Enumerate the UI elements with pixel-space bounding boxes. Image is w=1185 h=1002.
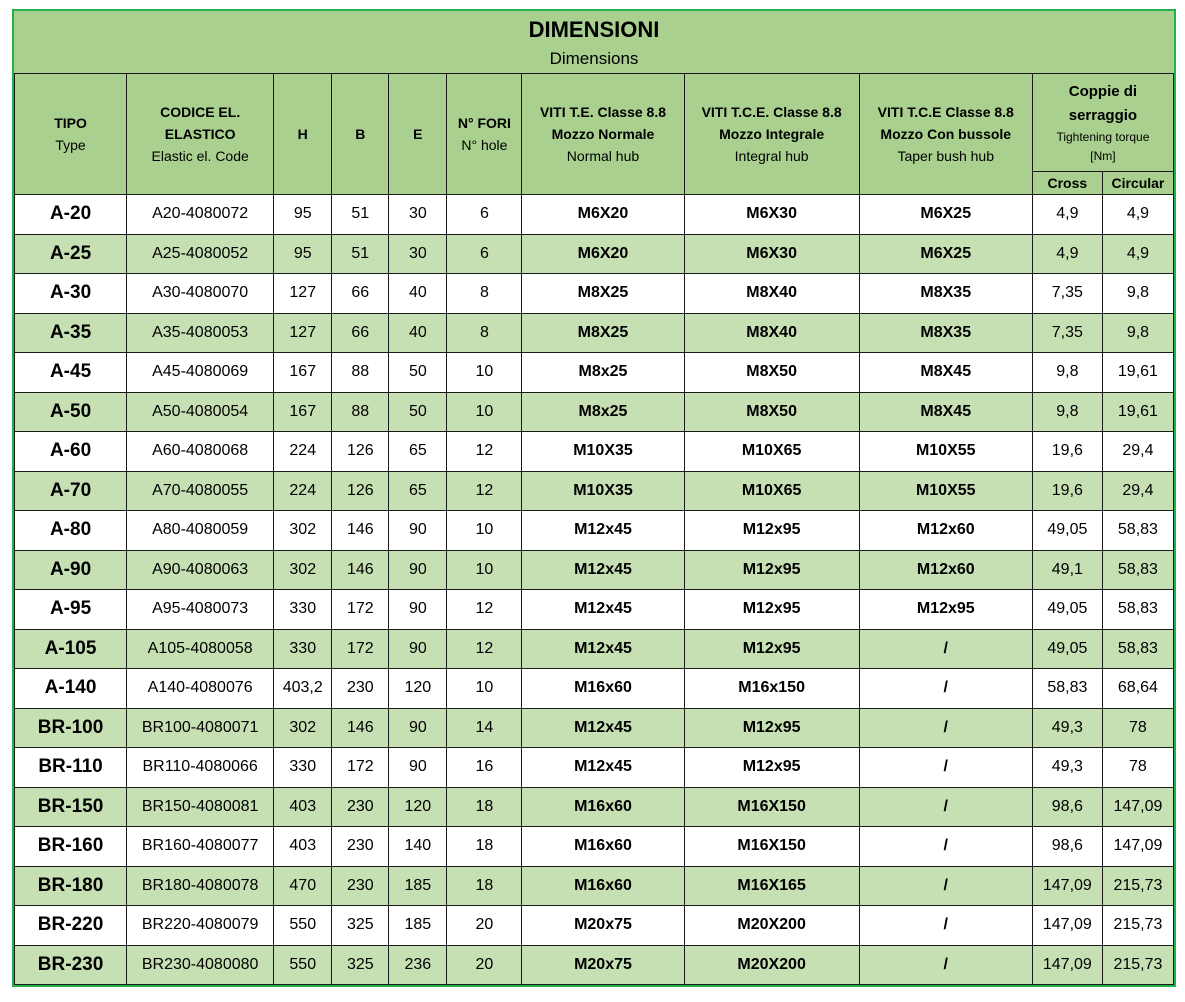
cell-torque-cross: 147,09 — [1032, 906, 1102, 946]
cell-e: 90 — [389, 748, 447, 788]
cell-torque-circular: 19,61 — [1102, 353, 1173, 393]
cell-torque-circular: 58,83 — [1102, 511, 1173, 551]
cell-torque-cross: 98,6 — [1032, 827, 1102, 867]
cell-torque-circular: 9,8 — [1102, 313, 1173, 353]
cell-fori: 8 — [447, 313, 522, 353]
cell-h: 550 — [274, 906, 332, 946]
cell-viti-normal: M8x25 — [522, 353, 684, 393]
cell-viti-integral: M16x150 — [684, 669, 859, 709]
cell-viti-integral: M12x95 — [684, 708, 859, 748]
cell-fori: 12 — [447, 590, 522, 630]
cell-torque-cross: 147,09 — [1032, 945, 1102, 985]
cell-viti-integral: M10X65 — [684, 471, 859, 511]
cell-torque-circular: 215,73 — [1102, 945, 1173, 985]
cell-viti-integral: M12x95 — [684, 590, 859, 630]
cell-fori: 10 — [447, 353, 522, 393]
cell-b: 230 — [332, 787, 389, 827]
cell-tipo: BR-110 — [15, 748, 127, 788]
cell-fori: 18 — [447, 787, 522, 827]
cell-tipo: A-25 — [15, 234, 127, 274]
cell-tipo: BR-150 — [15, 787, 127, 827]
cell-e: 140 — [389, 827, 447, 867]
cell-tipo: A-60 — [15, 432, 127, 472]
cell-tipo: A-80 — [15, 511, 127, 551]
cell-torque-cross: 9,8 — [1032, 353, 1102, 393]
cell-viti-integral: M12x95 — [684, 511, 859, 551]
table-row — [15, 827, 1174, 867]
cell-b: 230 — [332, 866, 389, 906]
cell-torque-cross: 49,05 — [1032, 511, 1102, 551]
header-fori: N° FORI N° hole — [447, 74, 522, 195]
table-row — [15, 353, 1174, 393]
cell-b: 88 — [332, 392, 389, 432]
cell-h: 330 — [274, 748, 332, 788]
cell-h: 403 — [274, 787, 332, 827]
table-row — [15, 313, 1174, 353]
cell-codice: A35-4080053 — [127, 313, 274, 353]
cell-e: 65 — [389, 432, 447, 472]
cell-torque-circular: 147,09 — [1102, 787, 1173, 827]
cell-h: 330 — [274, 590, 332, 630]
cell-codice: BR100-4080071 — [127, 708, 274, 748]
cell-viti-normal: M16x60 — [522, 866, 684, 906]
cell-torque-circular: 68,64 — [1102, 669, 1173, 709]
cell-viti-normal: M12x45 — [522, 708, 684, 748]
cell-tipo: BR-230 — [15, 945, 127, 985]
cell-viti-normal: M8X25 — [522, 313, 684, 353]
cell-b: 230 — [332, 827, 389, 867]
cell-e: 90 — [389, 629, 447, 669]
cell-viti-integral: M12x95 — [684, 629, 859, 669]
cell-tipo: A-50 — [15, 392, 127, 432]
table-row — [15, 195, 1174, 235]
cell-torque-cross: 49,3 — [1032, 708, 1102, 748]
table-row — [15, 708, 1174, 748]
cell-viti-integral: M8X50 — [684, 353, 859, 393]
header-cross: Cross — [1032, 172, 1102, 195]
cell-viti-integral: M8X50 — [684, 392, 859, 432]
cell-viti-taper: / — [859, 945, 1032, 985]
cell-viti-taper: M10X55 — [859, 432, 1032, 472]
cell-h: 127 — [274, 274, 332, 314]
cell-fori: 10 — [447, 669, 522, 709]
cell-e: 185 — [389, 866, 447, 906]
cell-viti-taper: / — [859, 629, 1032, 669]
cell-e: 90 — [389, 708, 447, 748]
cell-b: 126 — [332, 432, 389, 472]
cell-tipo: BR-100 — [15, 708, 127, 748]
header-viti-integral: VITI T.C.E. Classe 8.8 Mozzo Integrale Integral hub — [684, 74, 859, 195]
cell-torque-cross: 49,3 — [1032, 748, 1102, 788]
cell-viti-integral: M12x95 — [684, 550, 859, 590]
cell-viti-normal: M8x25 — [522, 392, 684, 432]
cell-torque-circular: 29,4 — [1102, 471, 1173, 511]
header-h: H — [274, 74, 332, 195]
cell-torque-circular: 58,83 — [1102, 550, 1173, 590]
cell-viti-normal: M10X35 — [522, 432, 684, 472]
header-viti-normal: VITI T.E. Classe 8.8 Mozzo Normale Normal hub — [522, 74, 684, 195]
cell-e: 50 — [389, 392, 447, 432]
cell-viti-integral: M8X40 — [684, 313, 859, 353]
cell-codice: BR220-4080079 — [127, 906, 274, 946]
cell-viti-normal: M12x45 — [522, 550, 684, 590]
cell-viti-taper: / — [859, 827, 1032, 867]
cell-h: 127 — [274, 313, 332, 353]
table-row — [15, 511, 1174, 551]
cell-b: 325 — [332, 906, 389, 946]
cell-viti-taper: M12x60 — [859, 550, 1032, 590]
cell-viti-integral: M6X30 — [684, 195, 859, 235]
cell-viti-integral: M16X150 — [684, 827, 859, 867]
cell-codice: A60-4080068 — [127, 432, 274, 472]
table-row — [15, 471, 1174, 511]
cell-h: 470 — [274, 866, 332, 906]
cell-torque-cross: 4,9 — [1032, 195, 1102, 235]
cell-b: 66 — [332, 274, 389, 314]
cell-codice: BR230-4080080 — [127, 945, 274, 985]
table-row — [15, 590, 1174, 630]
cell-viti-normal: M20x75 — [522, 945, 684, 985]
cell-viti-integral: M20X200 — [684, 945, 859, 985]
cell-viti-normal: M20x75 — [522, 906, 684, 946]
cell-fori: 8 — [447, 274, 522, 314]
cell-tipo: A-30 — [15, 274, 127, 314]
cell-viti-integral: M16X165 — [684, 866, 859, 906]
cell-fori: 6 — [447, 234, 522, 274]
cell-viti-taper: M8X35 — [859, 274, 1032, 314]
table-row — [15, 550, 1174, 590]
table-row — [15, 274, 1174, 314]
cell-torque-circular: 78 — [1102, 708, 1173, 748]
cell-b: 172 — [332, 629, 389, 669]
cell-h: 302 — [274, 511, 332, 551]
cell-torque-circular: 215,73 — [1102, 906, 1173, 946]
table-row — [15, 669, 1174, 709]
table-title — [15, 11, 1174, 74]
cell-viti-normal: M6X20 — [522, 234, 684, 274]
cell-fori: 10 — [447, 511, 522, 551]
cell-viti-normal: M16x60 — [522, 827, 684, 867]
header-e: E — [389, 74, 447, 195]
cell-viti-taper: M8X45 — [859, 353, 1032, 393]
header-b: B — [332, 74, 389, 195]
cell-codice: A70-4080055 — [127, 471, 274, 511]
table-row — [15, 392, 1174, 432]
cell-e: 30 — [389, 195, 447, 235]
cell-torque-cross: 9,8 — [1032, 392, 1102, 432]
cell-e: 65 — [389, 471, 447, 511]
cell-viti-taper: / — [859, 748, 1032, 788]
cell-b: 88 — [332, 353, 389, 393]
cell-h: 330 — [274, 629, 332, 669]
cell-h: 550 — [274, 945, 332, 985]
cell-codice: A95-4080073 — [127, 590, 274, 630]
cell-torque-circular: 19,61 — [1102, 392, 1173, 432]
cell-torque-cross: 98,6 — [1032, 787, 1102, 827]
cell-fori: 12 — [447, 471, 522, 511]
cell-tipo: BR-220 — [15, 906, 127, 946]
dimensions-table-frame — [12, 9, 1176, 987]
cell-b: 51 — [332, 234, 389, 274]
cell-tipo: A-70 — [15, 471, 127, 511]
cell-viti-integral: M20X200 — [684, 906, 859, 946]
cell-codice: BR180-4080078 — [127, 866, 274, 906]
cell-viti-normal: M16x60 — [522, 787, 684, 827]
cell-fori: 20 — [447, 906, 522, 946]
cell-torque-cross: 58,83 — [1032, 669, 1102, 709]
cell-fori: 18 — [447, 866, 522, 906]
cell-viti-taper: M12x95 — [859, 590, 1032, 630]
table-row — [15, 787, 1174, 827]
cell-viti-taper: / — [859, 906, 1032, 946]
cell-torque-circular: 4,9 — [1102, 195, 1173, 235]
cell-viti-normal: M16x60 — [522, 669, 684, 709]
cell-viti-taper: M10X55 — [859, 471, 1032, 511]
cell-h: 95 — [274, 234, 332, 274]
cell-torque-circular: 78 — [1102, 748, 1173, 788]
cell-codice: A90-4080063 — [127, 550, 274, 590]
cell-e: 120 — [389, 787, 447, 827]
cell-torque-circular: 58,83 — [1102, 590, 1173, 630]
cell-viti-taper: / — [859, 866, 1032, 906]
cell-e: 40 — [389, 313, 447, 353]
cell-fori: 16 — [447, 748, 522, 788]
cell-fori: 18 — [447, 827, 522, 867]
cell-b: 172 — [332, 590, 389, 630]
cell-b: 146 — [332, 708, 389, 748]
cell-tipo: A-95 — [15, 590, 127, 630]
cell-h: 302 — [274, 550, 332, 590]
cell-codice: A20-4080072 — [127, 195, 274, 235]
cell-e: 30 — [389, 234, 447, 274]
table-row — [15, 866, 1174, 906]
cell-viti-normal: M12x45 — [522, 629, 684, 669]
cell-tipo: BR-180 — [15, 866, 127, 906]
cell-b: 146 — [332, 550, 389, 590]
table-body — [15, 195, 1174, 985]
cell-torque-cross: 4,9 — [1032, 234, 1102, 274]
cell-fori: 12 — [447, 629, 522, 669]
table-row — [15, 234, 1174, 274]
cell-torque-circular: 58,83 — [1102, 629, 1173, 669]
cell-fori: 10 — [447, 392, 522, 432]
cell-viti-integral: M16X150 — [684, 787, 859, 827]
header-tipo: TIPO Type — [15, 74, 127, 195]
table-row — [15, 748, 1174, 788]
cell-h: 403,2 — [274, 669, 332, 709]
cell-torque-circular: 4,9 — [1102, 234, 1173, 274]
cell-codice: A30-4080070 — [127, 274, 274, 314]
cell-fori: 12 — [447, 432, 522, 472]
cell-codice: A45-4080069 — [127, 353, 274, 393]
cell-tipo: A-20 — [15, 195, 127, 235]
cell-b: 51 — [332, 195, 389, 235]
cell-viti-integral: M8X40 — [684, 274, 859, 314]
cell-tipo: A-140 — [15, 669, 127, 709]
cell-torque-cross: 147,09 — [1032, 866, 1102, 906]
cell-codice: BR110-4080066 — [127, 748, 274, 788]
cell-tipo: A-105 — [15, 629, 127, 669]
cell-e: 90 — [389, 550, 447, 590]
cell-viti-taper: / — [859, 708, 1032, 748]
cell-viti-normal: M12x45 — [522, 511, 684, 551]
cell-fori: 20 — [447, 945, 522, 985]
cell-fori: 6 — [447, 195, 522, 235]
cell-b: 126 — [332, 471, 389, 511]
cell-h: 224 — [274, 432, 332, 472]
cell-viti-taper: M6X25 — [859, 234, 1032, 274]
cell-torque-cross: 7,35 — [1032, 274, 1102, 314]
cell-torque-cross: 19,6 — [1032, 432, 1102, 472]
cell-e: 40 — [389, 274, 447, 314]
cell-tipo: BR-160 — [15, 827, 127, 867]
cell-e: 120 — [389, 669, 447, 709]
title: DIMENSIONI — [528, 17, 660, 42]
cell-b: 172 — [332, 748, 389, 788]
header-codice: CODICE EL. ELASTICO Elastic el. Code — [127, 74, 274, 195]
cell-torque-cross: 19,6 — [1032, 471, 1102, 511]
cell-fori: 10 — [447, 550, 522, 590]
cell-fori: 14 — [447, 708, 522, 748]
cell-h: 167 — [274, 392, 332, 432]
cell-codice: A140-4080076 — [127, 669, 274, 709]
cell-b: 325 — [332, 945, 389, 985]
cell-viti-integral: M6X30 — [684, 234, 859, 274]
cell-b: 230 — [332, 669, 389, 709]
cell-viti-normal: M12x45 — [522, 748, 684, 788]
cell-viti-normal: M6X20 — [522, 195, 684, 235]
cell-codice: BR160-4080077 — [127, 827, 274, 867]
cell-tipo: A-35 — [15, 313, 127, 353]
cell-viti-taper: / — [859, 669, 1032, 709]
cell-tipo: A-90 — [15, 550, 127, 590]
cell-e: 236 — [389, 945, 447, 985]
cell-torque-cross: 49,05 — [1032, 629, 1102, 669]
cell-viti-taper: M6X25 — [859, 195, 1032, 235]
header-circular: Circular — [1102, 172, 1173, 195]
cell-b: 66 — [332, 313, 389, 353]
cell-torque-circular: 29,4 — [1102, 432, 1173, 472]
cell-codice: A50-4080054 — [127, 392, 274, 432]
cell-torque-cross: 7,35 — [1032, 313, 1102, 353]
cell-torque-circular: 215,73 — [1102, 866, 1173, 906]
cell-e: 90 — [389, 590, 447, 630]
cell-tipo: A-45 — [15, 353, 127, 393]
table-row — [15, 432, 1174, 472]
cell-codice: A80-4080059 — [127, 511, 274, 551]
header-coppie: Coppie di serraggio Tightening torque [Nm] — [1032, 74, 1173, 172]
cell-h: 224 — [274, 471, 332, 511]
cell-h: 302 — [274, 708, 332, 748]
table-row — [15, 945, 1174, 985]
cell-viti-normal: M8X25 — [522, 274, 684, 314]
cell-torque-cross: 49,1 — [1032, 550, 1102, 590]
cell-torque-circular: 147,09 — [1102, 827, 1173, 867]
cell-viti-taper: / — [859, 787, 1032, 827]
cell-e: 90 — [389, 511, 447, 551]
table-row — [15, 906, 1174, 946]
cell-viti-normal: M12x45 — [522, 590, 684, 630]
cell-viti-integral: M10X65 — [684, 432, 859, 472]
cell-torque-circular: 9,8 — [1102, 274, 1173, 314]
cell-h: 167 — [274, 353, 332, 393]
cell-h: 403 — [274, 827, 332, 867]
cell-h: 95 — [274, 195, 332, 235]
cell-codice: BR150-4080081 — [127, 787, 274, 827]
cell-e: 185 — [389, 906, 447, 946]
subtitle: Dimensions — [549, 49, 639, 68]
cell-viti-taper: M8X45 — [859, 392, 1032, 432]
cell-viti-integral: M12x95 — [684, 748, 859, 788]
cell-viti-taper: M12x60 — [859, 511, 1032, 551]
header-viti-taper: VITI T.C.E Classe 8.8 Mozzo Con bussole Taper bush hub — [859, 74, 1032, 195]
cell-torque-cross: 49,05 — [1032, 590, 1102, 630]
table-row — [15, 629, 1174, 669]
cell-b: 146 — [332, 511, 389, 551]
dimensions-table — [14, 11, 1174, 985]
cell-e: 50 — [389, 353, 447, 393]
cell-viti-taper: M8X35 — [859, 313, 1032, 353]
cell-viti-normal: M10X35 — [522, 471, 684, 511]
cell-codice: A25-4080052 — [127, 234, 274, 274]
cell-codice: A105-4080058 — [127, 629, 274, 669]
